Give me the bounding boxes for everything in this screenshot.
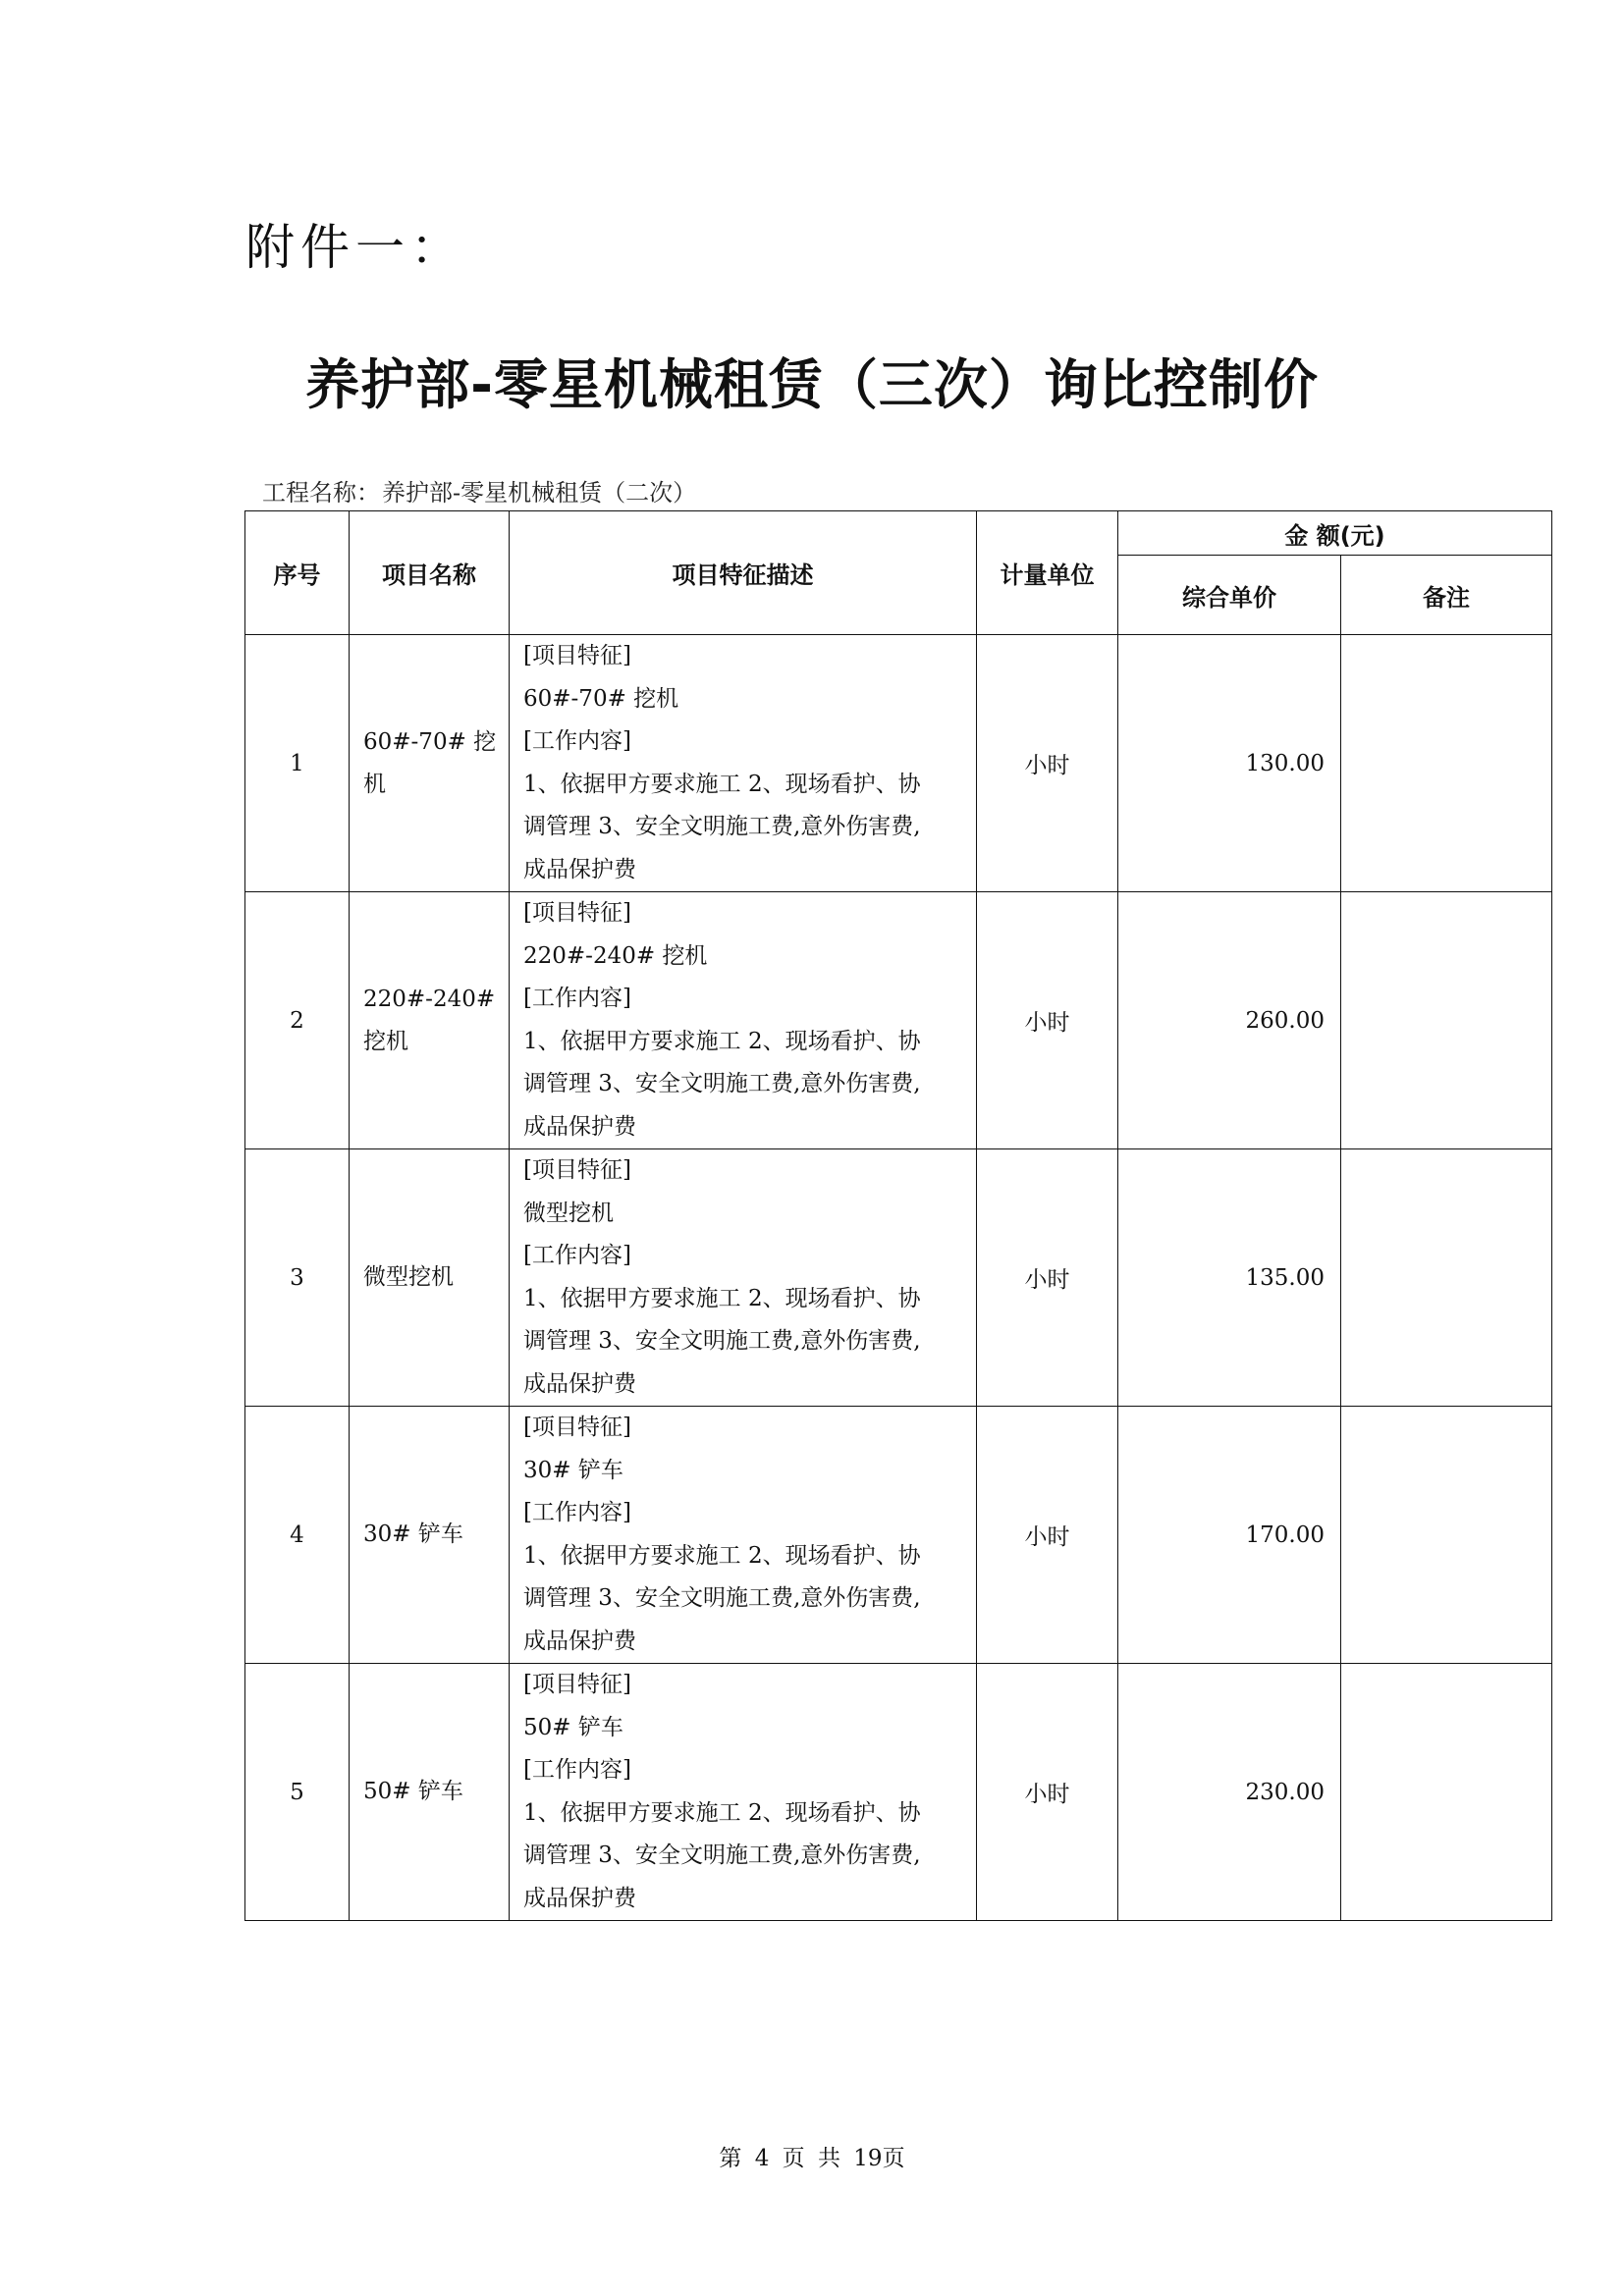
description-line: 调管理 3、安全文明施工费,意外伤害费,	[523, 1328, 921, 1354]
table-row	[245, 892, 1552, 1149]
description-line: [工作内容]	[523, 1757, 631, 1783]
table-row	[245, 1407, 1552, 1664]
description-line: [工作内容]	[523, 1500, 631, 1525]
row-unit: 小时	[977, 635, 1118, 892]
project-name	[262, 473, 698, 507]
row-description	[510, 892, 977, 1149]
description-line: 60#-70# 挖机	[523, 685, 679, 712]
attachment-label: 附件一：	[245, 219, 465, 276]
description-line: 成品保护费	[523, 1370, 636, 1397]
document-title: 养护部-零星机械租赁（三次）询比控制价	[305, 353, 1319, 416]
row-unit-price: 260.00	[1118, 892, 1341, 1149]
description-line: 30# 铲车	[523, 1457, 623, 1483]
row-description	[510, 1407, 977, 1664]
row-remarks	[1341, 635, 1552, 892]
column-header-index: 序号	[245, 511, 350, 635]
table-row	[245, 1149, 1552, 1407]
row-unit-price: 130.00	[1118, 635, 1341, 892]
description-line: [项目特征]	[523, 1157, 631, 1183]
project-name-value: 养护部-零星机械租赁（二次）	[382, 479, 697, 507]
column-header-remarks: 备注	[1341, 556, 1552, 635]
row-description	[510, 1149, 977, 1407]
description-line: [项目特征]	[523, 900, 631, 926]
row-unit-price: 135.00	[1118, 1149, 1341, 1407]
description-line: 成品保护费	[523, 1628, 636, 1654]
description-line: 调管理 3、安全文明施工费,意外伤害费,	[523, 1071, 921, 1096]
description-line: 220#-240# 挖机	[523, 942, 708, 969]
row-unit: 小时	[977, 892, 1118, 1149]
description-line: 微型挖机	[523, 1200, 614, 1226]
page-number-footer: 第 4 页 共 19页	[719, 2146, 905, 2171]
row-unit-price: 170.00	[1118, 1407, 1341, 1664]
row-item-name: 220#-240# 挖机	[350, 892, 510, 1149]
description-line: [项目特征]	[523, 1672, 631, 1697]
description-line: [项目特征]	[523, 1415, 631, 1440]
row-unit: 小时	[977, 1407, 1118, 1664]
description-line: 1、依据甲方要求施工 2、现场看护、协	[523, 1285, 921, 1311]
description-line: [工作内容]	[523, 986, 631, 1011]
description-line: 1、依据甲方要求施工 2、现场看护、协	[523, 1542, 921, 1569]
description-line: [工作内容]	[523, 1243, 631, 1268]
description-line: 50# 铲车	[523, 1714, 623, 1740]
row-unit-price: 230.00	[1118, 1664, 1341, 1921]
table-row	[245, 1664, 1552, 1921]
description-line: 调管理 3、安全文明施工费,意外伤害费,	[523, 1842, 921, 1868]
column-header-description: 项目特征描述	[510, 511, 977, 635]
row-remarks	[1341, 1664, 1552, 1921]
row-index: 5	[245, 1664, 350, 1921]
row-item-name: 微型挖机	[350, 1149, 510, 1407]
row-index: 1	[245, 635, 350, 892]
row-unit: 小时	[977, 1664, 1118, 1921]
row-description	[510, 1664, 977, 1921]
row-description	[510, 635, 977, 892]
row-index: 3	[245, 1149, 350, 1407]
column-header-unit: 计量单位	[977, 511, 1118, 635]
row-index: 4	[245, 1407, 350, 1664]
price-table	[244, 510, 1552, 1921]
row-remarks	[1341, 1149, 1552, 1407]
row-remarks	[1341, 1407, 1552, 1664]
row-unit: 小时	[977, 1149, 1118, 1407]
project-name-label: 工程名称：	[262, 479, 380, 507]
row-remarks	[1341, 892, 1552, 1149]
table-row	[245, 635, 1552, 892]
description-line: 调管理 3、安全文明施工费,意外伤害费,	[523, 1585, 921, 1611]
row-index: 2	[245, 892, 350, 1149]
description-line: 1、依据甲方要求施工 2、现场看护、协	[523, 1028, 921, 1054]
column-header-amount: 金 额(元)	[1118, 511, 1552, 556]
column-header-unit-price: 综合单价	[1118, 556, 1341, 635]
row-item-name: 50# 铲车	[350, 1664, 510, 1921]
row-item-name: 30# 铲车	[350, 1407, 510, 1664]
description-line: [工作内容]	[523, 728, 631, 754]
row-item-name: 60#-70# 挖机	[350, 635, 510, 892]
description-line: 成品保护费	[523, 1113, 636, 1140]
column-header-item-name: 项目名称	[350, 511, 510, 635]
description-line: 调管理 3、安全文明施工费,意外伤害费,	[523, 814, 921, 839]
description-line: 成品保护费	[523, 1885, 636, 1911]
description-line: 1、依据甲方要求施工 2、现场看护、协	[523, 771, 921, 797]
description-line: 1、依据甲方要求施工 2、现场看护、协	[523, 1799, 921, 1826]
description-line: [项目特征]	[523, 643, 631, 668]
description-line: 成品保护费	[523, 856, 636, 882]
